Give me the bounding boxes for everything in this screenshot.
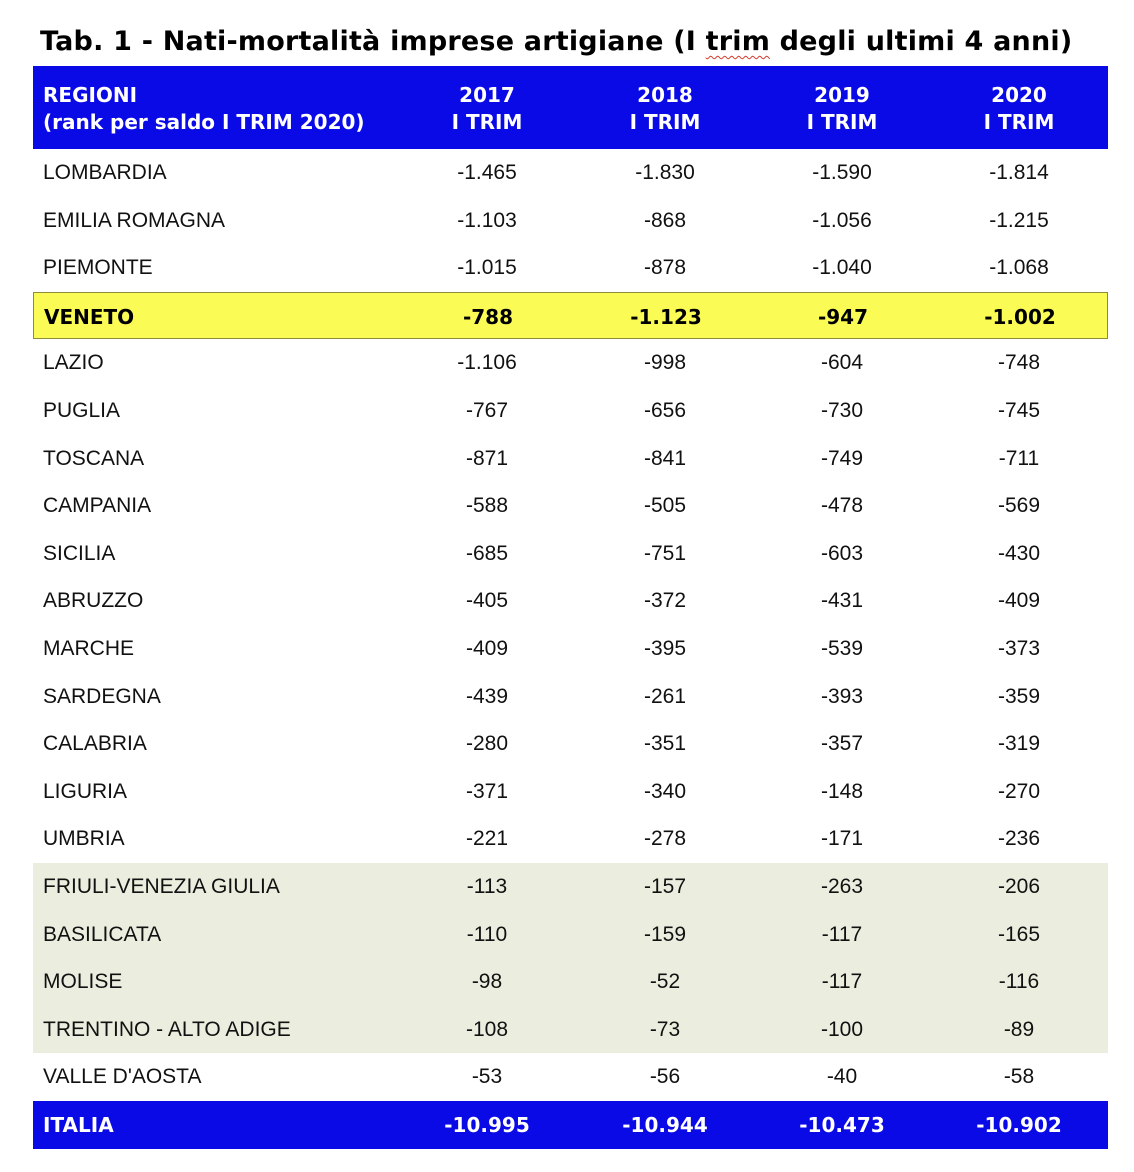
value-cell: -1.814 [989, 161, 1049, 184]
value-cell: -261 [643, 684, 687, 708]
region-name: LAZIO [43, 351, 104, 375]
value-cell: -373 [997, 636, 1041, 660]
region-name: LIGURIA [43, 779, 128, 803]
table-row [33, 197, 1108, 245]
column-period: I TRIM [451, 110, 523, 134]
table-row [33, 577, 1108, 625]
table-row [33, 482, 1108, 530]
value-cell: -117 [821, 922, 863, 946]
value-cell: -116 [998, 970, 1040, 994]
region-name: LOMBARDIA [43, 161, 167, 184]
value-cell: -878 [643, 256, 687, 280]
value-cell: -206 [997, 874, 1041, 898]
table-row [33, 1006, 1108, 1054]
value-cell: -439 [465, 684, 509, 708]
value-cell: -359 [997, 684, 1041, 708]
table-body [33, 149, 1108, 1101]
total-label: ITALIA [43, 1112, 114, 1137]
value-cell: -56 [649, 1065, 681, 1089]
table-row [33, 435, 1108, 483]
region-name: SICILIA [43, 541, 116, 565]
value-cell: -569 [997, 494, 1041, 518]
region-name: SARDEGNA [43, 684, 161, 708]
value-cell: -405 [465, 589, 509, 613]
column-year: 2020 [991, 83, 1047, 107]
title-spellcheck-word: trim [705, 26, 771, 57]
value-cell: -40 [826, 1065, 858, 1089]
table-row [33, 625, 1108, 673]
table-row [33, 673, 1108, 721]
value-cell: -868 [643, 208, 687, 232]
region-name: UMBRIA [43, 827, 125, 851]
table-row [33, 292, 1108, 340]
value-cell: -871 [465, 446, 509, 470]
column-header-2020 [939, 82, 1099, 136]
column-header-2017 [407, 82, 567, 136]
region-name: FRIULI-VENEZIA GIULIA [43, 874, 280, 898]
region-name: VENETO [44, 304, 135, 329]
value-cell: -148 [820, 779, 864, 803]
value-cell: -1.830 [635, 161, 695, 184]
value-cell: -767 [465, 398, 509, 422]
region-header-label: REGIONI [43, 83, 138, 107]
value-cell: -1.103 [457, 208, 517, 232]
data-table [33, 66, 1108, 1149]
value-cell: -159 [643, 922, 687, 946]
region-name: PUGLIA [43, 398, 121, 422]
value-cell: -1.215 [989, 208, 1049, 232]
value-cell: -58 [1003, 1065, 1035, 1089]
value-cell: -478 [820, 494, 864, 518]
region-column-header [43, 82, 365, 136]
value-cell: -1.040 [812, 256, 872, 280]
value-cell: -357 [820, 732, 864, 756]
value-cell: -372 [643, 589, 687, 613]
column-period: I TRIM [806, 110, 878, 134]
value-cell: -409 [997, 589, 1041, 613]
total-cell: -10.473 [799, 1112, 885, 1137]
value-cell: -539 [820, 636, 864, 660]
value-cell: -351 [643, 732, 687, 756]
value-cell: -340 [643, 779, 687, 803]
total-cell: -10.995 [444, 1112, 530, 1137]
table-row [33, 815, 1108, 863]
value-cell: -171 [820, 827, 864, 851]
region-name: CALABRIA [43, 732, 147, 756]
value-cell: -998 [643, 351, 687, 375]
value-cell: -841 [643, 446, 687, 470]
column-year: 2019 [814, 83, 870, 107]
value-cell: -98 [471, 970, 503, 994]
value-cell: -431 [820, 589, 864, 613]
value-cell: -749 [820, 446, 864, 470]
value-cell: -1.590 [812, 161, 872, 184]
value-cell: -751 [643, 541, 687, 565]
value-cell: -505 [643, 494, 687, 518]
column-period: I TRIM [983, 110, 1055, 134]
table-row [33, 387, 1108, 435]
value-cell: -745 [997, 398, 1041, 422]
value-cell: -788 [462, 304, 514, 329]
region-name: VALLE D'AOSTA [43, 1065, 202, 1089]
total-cell: -10.944 [622, 1112, 708, 1137]
region-name: EMILIA ROMAGNA [43, 208, 226, 232]
region-name: BASILICATA [43, 922, 162, 946]
value-cell: -656 [643, 398, 687, 422]
table-row [33, 1053, 1108, 1101]
value-cell: -113 [466, 874, 508, 898]
region-name: TOSCANA [43, 446, 145, 470]
value-cell: -52 [649, 970, 681, 994]
value-cell: -165 [997, 922, 1041, 946]
table-row [33, 911, 1108, 959]
value-cell: -278 [643, 827, 687, 851]
region-name: ABRUZZO [43, 589, 144, 613]
value-cell: -588 [465, 494, 509, 518]
table-row [33, 863, 1108, 911]
value-cell: -1.056 [812, 208, 872, 232]
table-title [40, 26, 1120, 57]
region-name: CAMPANIA [43, 494, 152, 518]
region-name: MOLISE [43, 970, 123, 994]
value-cell: -430 [997, 541, 1041, 565]
value-cell: -89 [1003, 1017, 1035, 1041]
value-cell: -371 [465, 779, 509, 803]
value-cell: -685 [465, 541, 509, 565]
value-cell: -711 [998, 446, 1040, 470]
table-row [33, 149, 1108, 197]
value-cell: -1.465 [457, 161, 517, 184]
value-cell: -280 [465, 732, 509, 756]
column-year: 2017 [459, 83, 515, 107]
value-cell: -236 [997, 827, 1041, 851]
total-cell: -10.902 [976, 1112, 1062, 1137]
table-total-row [33, 1101, 1108, 1149]
value-cell: -221 [465, 827, 509, 851]
table-row [33, 244, 1108, 292]
value-cell: -1.068 [989, 256, 1049, 280]
value-cell: -730 [820, 398, 864, 422]
value-cell: -393 [820, 684, 864, 708]
table-row [33, 958, 1108, 1006]
column-year: 2018 [637, 83, 693, 107]
table-row [33, 720, 1108, 768]
value-cell: -270 [997, 779, 1041, 803]
value-cell: -73 [649, 1017, 681, 1041]
value-cell: -603 [820, 541, 864, 565]
value-cell: -117 [821, 970, 863, 994]
value-cell: -53 [471, 1065, 503, 1089]
table-row [33, 530, 1108, 578]
value-cell: -110 [466, 922, 508, 946]
value-cell: -748 [997, 351, 1041, 375]
region-name: TRENTINO - ALTO ADIGE [43, 1017, 291, 1041]
title-text-end: degli ultimi 4 anni) [770, 26, 1073, 57]
value-cell: -108 [465, 1017, 509, 1041]
value-cell: -1.015 [457, 256, 517, 280]
value-cell: -1.002 [984, 304, 1056, 329]
column-period: I TRIM [629, 110, 701, 134]
value-cell: -1.123 [630, 304, 702, 329]
column-header-2018 [585, 82, 745, 136]
region-name: MARCHE [43, 636, 135, 660]
region-name: PIEMONTE [43, 256, 153, 280]
value-cell: -157 [643, 874, 687, 898]
table-header [33, 66, 1108, 149]
value-cell: -1.106 [457, 351, 517, 375]
value-cell: -263 [820, 874, 864, 898]
value-cell: -604 [820, 351, 864, 375]
value-cell: -395 [643, 636, 687, 660]
value-cell: -100 [820, 1017, 864, 1041]
value-cell: -319 [997, 732, 1041, 756]
table-row [33, 339, 1108, 387]
region-header-sublabel: (rank per saldo I TRIM 2020) [43, 110, 365, 134]
table-row [33, 768, 1108, 816]
value-cell: -947 [817, 304, 869, 329]
value-cell: -409 [465, 636, 509, 660]
column-header-2019 [762, 82, 922, 136]
title-text: Tab. 1 - Nati-mortalità imprese artigiane (I [40, 26, 706, 57]
